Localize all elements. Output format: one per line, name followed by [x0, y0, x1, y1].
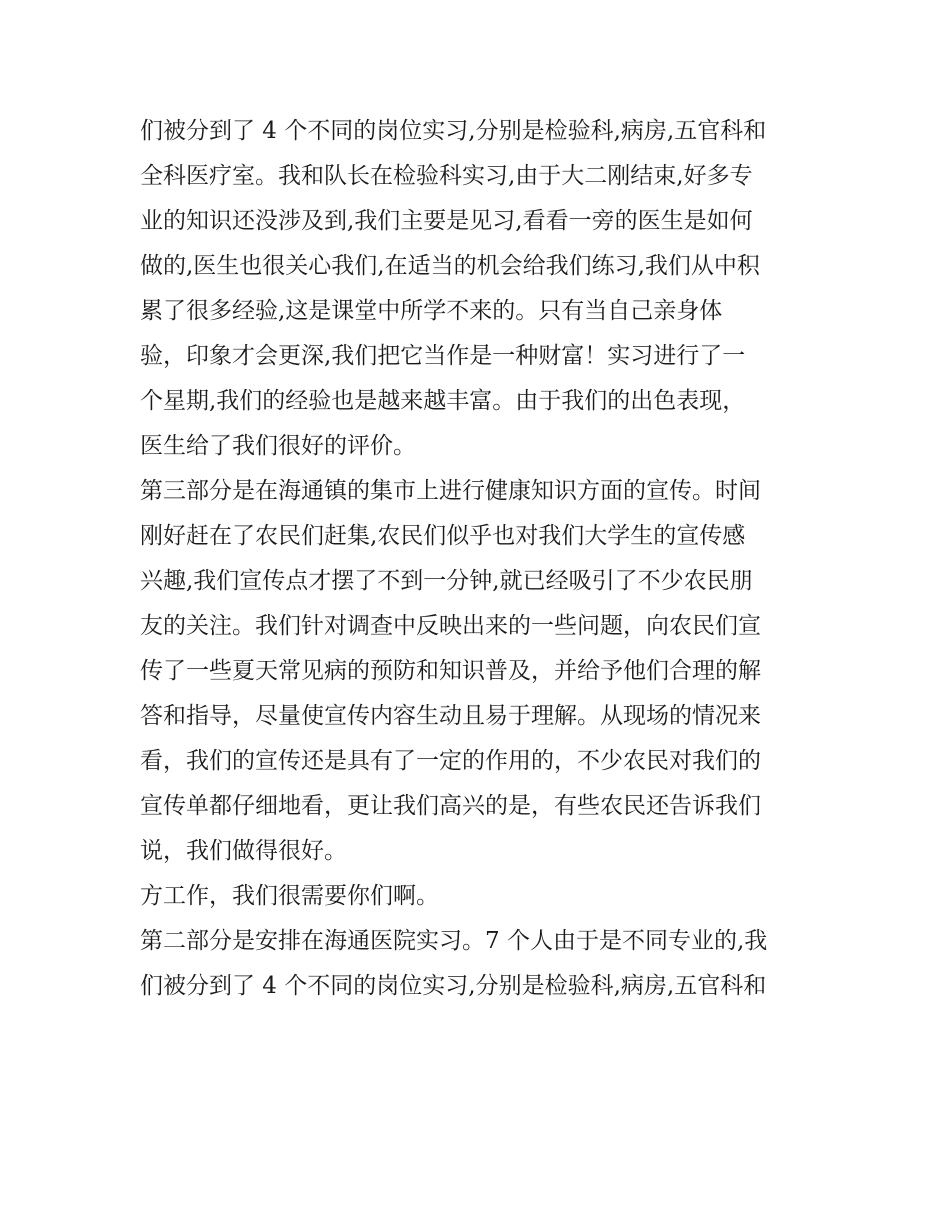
text-line: 们被分到了 4 个不同的岗位实习,分别是检验科,病房,五官科和 — [140, 973, 767, 999]
text-line: 友的关注。我们针对调查中反映出来的一些问题，向农民们宣 — [140, 613, 761, 639]
text-line: 做的,医生也很关心我们,在适当的机会给我们练习,我们从中积 — [140, 253, 760, 279]
text-line: 刚好赶在了农民们赶集,农民们似乎也对我们大学生的宣传感 — [140, 523, 746, 549]
text-line: 宣传单都仔细地看，更让我们高兴的是，有些农民还告诉我们 — [140, 793, 761, 819]
text-line: 第二部分是安排在海通医院实习。7 个人由于是不同专业的,我 — [140, 928, 768, 954]
body-text — [140, 109, 830, 1009]
text-line: 兴趣,我们宣传点才摆了不到一分钟,就已经吸引了不少农民朋 — [140, 568, 753, 594]
text-line: 说，我们做得很好。 — [140, 838, 347, 864]
text-line: 传了一些夏天常见病的预防和知识普及，并给予他们合理的解 — [140, 658, 761, 684]
text-line: 验，印象才会更深,我们把它当作是一种财富！实习进行了一 — [140, 343, 746, 369]
text-line: 看，我们的宣传还是具有了一定的作用的，不少农民对我们的 — [140, 748, 761, 774]
text-line: 全科医疗室。我和队长在检验科实习,由于大二刚结束,好多专 — [140, 163, 753, 189]
text-line: 答和指导，尽量使宣传内容生动且易于理解。从现场的情况来 — [140, 703, 761, 729]
text-line: 方工作，我们很需要你们啊。 — [140, 883, 439, 909]
text-line: 医生给了我们很好的评价。 — [140, 433, 416, 459]
text-line: 个星期,我们的经验也是越来越丰富。由于我们的出色表现， — [140, 388, 746, 414]
text-line: 累了很多经验,这是课堂中所学不来的。只有当自己亲身体 — [140, 298, 723, 324]
text-line: 业的知识还没涉及到,我们主要是见习,看看一旁的医生是如何 — [140, 208, 753, 234]
text-line: 第三部分是在海通镇的集市上进行健康知识方面的宣传。时间 — [140, 478, 761, 504]
text-line: 们被分到了 4 个不同的岗位实习,分别是检验科,病房,五官科和 — [140, 118, 767, 144]
